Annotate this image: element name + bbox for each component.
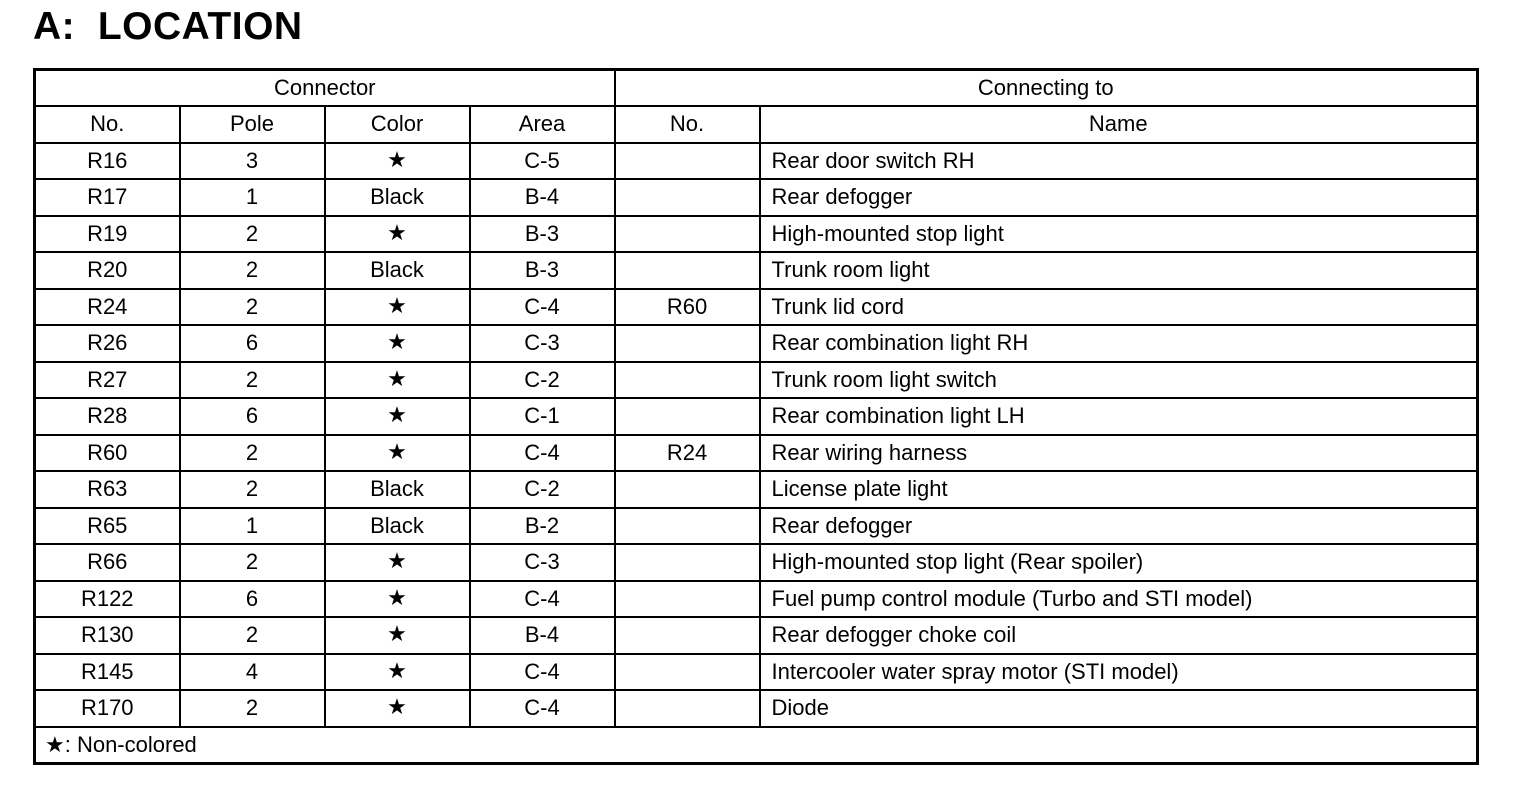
cell-area: C-2 xyxy=(470,471,615,508)
table-row xyxy=(35,252,1478,289)
table-row xyxy=(35,544,1478,581)
cell-no: R122 xyxy=(35,581,180,618)
table-row xyxy=(35,435,1478,472)
cell-name: Trunk lid cord xyxy=(760,289,1478,326)
cell-pole: 1 xyxy=(180,508,325,545)
column-header-no: No. xyxy=(35,106,180,143)
cell-pole: 2 xyxy=(180,435,325,472)
cell-no: R16 xyxy=(35,143,180,180)
cell-area: C-3 xyxy=(470,325,615,362)
cell-color: ★ xyxy=(325,435,470,472)
cell-name: Fuel pump control module (Turbo and STI model) xyxy=(760,581,1478,618)
cell-area: C-5 xyxy=(470,143,615,180)
cell-no: R28 xyxy=(35,398,180,435)
group-header-connecting-to: Connecting to xyxy=(615,70,1478,107)
cell-color: Black xyxy=(325,471,470,508)
table-row xyxy=(35,289,1478,326)
cell-pole: 6 xyxy=(180,581,325,618)
cell-no: R60 xyxy=(35,435,180,472)
cell-to-no: R60 xyxy=(615,289,760,326)
cell-to-no xyxy=(615,690,760,727)
cell-pole: 3 xyxy=(180,143,325,180)
cell-color: Black xyxy=(325,508,470,545)
cell-area: C-3 xyxy=(470,544,615,581)
cell-area: C-4 xyxy=(470,289,615,326)
cell-to-no xyxy=(615,471,760,508)
cell-name: License plate light xyxy=(760,471,1478,508)
cell-pole: 2 xyxy=(180,690,325,727)
table-row xyxy=(35,362,1478,399)
cell-pole: 6 xyxy=(180,325,325,362)
table-row xyxy=(35,471,1478,508)
column-header-to-no: No. xyxy=(615,106,760,143)
cell-to-no xyxy=(615,362,760,399)
cell-color: ★ xyxy=(325,143,470,180)
cell-name: Trunk room light xyxy=(760,252,1478,289)
cell-to-no xyxy=(615,654,760,691)
column-header-pole: Pole xyxy=(180,106,325,143)
cell-to-no: R24 xyxy=(615,435,760,472)
cell-area: B-4 xyxy=(470,617,615,654)
cell-pole: 2 xyxy=(180,471,325,508)
cell-color: ★ xyxy=(325,654,470,691)
cell-to-no xyxy=(615,325,760,362)
table-row xyxy=(35,508,1478,545)
cell-area: C-4 xyxy=(470,435,615,472)
cell-no: R66 xyxy=(35,544,180,581)
cell-name: Diode xyxy=(760,690,1478,727)
cell-pole: 2 xyxy=(180,216,325,253)
cell-pole: 2 xyxy=(180,289,325,326)
cell-area: B-4 xyxy=(470,179,615,216)
cell-pole: 2 xyxy=(180,252,325,289)
cell-to-no xyxy=(615,617,760,654)
cell-pole: 4 xyxy=(180,654,325,691)
cell-pole: 2 xyxy=(180,544,325,581)
cell-pole: 2 xyxy=(180,362,325,399)
cell-color: ★ xyxy=(325,617,470,654)
column-header-area: Area xyxy=(470,106,615,143)
cell-name: Rear door switch RH xyxy=(760,143,1478,180)
cell-to-no xyxy=(615,179,760,216)
table-row xyxy=(35,325,1478,362)
footnote: ★: Non-colored xyxy=(35,727,1478,764)
cell-no: R24 xyxy=(35,289,180,326)
cell-pole: 6 xyxy=(180,398,325,435)
cell-area: B-3 xyxy=(470,216,615,253)
cell-no: R27 xyxy=(35,362,180,399)
cell-color: ★ xyxy=(325,216,470,253)
group-header-row xyxy=(35,70,1478,107)
cell-to-no xyxy=(615,216,760,253)
cell-no: R19 xyxy=(35,216,180,253)
cell-name: Rear combination light LH xyxy=(760,398,1478,435)
cell-name: Rear defogger xyxy=(760,508,1478,545)
cell-no: R65 xyxy=(35,508,180,545)
cell-no: R170 xyxy=(35,690,180,727)
cell-no: R145 xyxy=(35,654,180,691)
cell-area: C-4 xyxy=(470,654,615,691)
cell-no: R20 xyxy=(35,252,180,289)
cell-color: ★ xyxy=(325,325,470,362)
cell-color: ★ xyxy=(325,581,470,618)
table-row xyxy=(35,398,1478,435)
cell-color: Black xyxy=(325,179,470,216)
table-row xyxy=(35,690,1478,727)
cell-color: ★ xyxy=(325,362,470,399)
cell-to-no xyxy=(615,252,760,289)
cell-pole: 2 xyxy=(180,617,325,654)
cell-name: Rear combination light RH xyxy=(760,325,1478,362)
table-row xyxy=(35,617,1478,654)
table-row xyxy=(35,581,1478,618)
group-header-connector: Connector xyxy=(35,70,615,107)
cell-color: ★ xyxy=(325,544,470,581)
connector-location-table xyxy=(33,68,1479,765)
table-row xyxy=(35,216,1478,253)
cell-to-no xyxy=(615,508,760,545)
table-row xyxy=(35,654,1478,691)
column-header-name: Name xyxy=(760,106,1478,143)
cell-color: ★ xyxy=(325,398,470,435)
cell-area: B-3 xyxy=(470,252,615,289)
cell-no: R130 xyxy=(35,617,180,654)
cell-to-no xyxy=(615,581,760,618)
cell-area: B-2 xyxy=(470,508,615,545)
column-header-row xyxy=(35,106,1478,143)
footnote-row xyxy=(35,727,1478,764)
table-row xyxy=(35,143,1478,180)
cell-to-no xyxy=(615,398,760,435)
cell-name: Rear wiring harness xyxy=(760,435,1478,472)
cell-name: Trunk room light switch xyxy=(760,362,1478,399)
cell-area: C-2 xyxy=(470,362,615,399)
cell-name: High-mounted stop light xyxy=(760,216,1478,253)
column-header-color: Color xyxy=(325,106,470,143)
cell-name: Rear defogger choke coil xyxy=(760,617,1478,654)
cell-pole: 1 xyxy=(180,179,325,216)
cell-area: C-1 xyxy=(470,398,615,435)
cell-color: ★ xyxy=(325,289,470,326)
cell-to-no xyxy=(615,544,760,581)
cell-no: R63 xyxy=(35,471,180,508)
table-row xyxy=(35,179,1478,216)
cell-to-no xyxy=(615,143,760,180)
cell-color: ★ xyxy=(325,690,470,727)
cell-name: High-mounted stop light (Rear spoiler) xyxy=(760,544,1478,581)
cell-no: R26 xyxy=(35,325,180,362)
page-title: A: LOCATION xyxy=(33,5,303,48)
cell-area: C-4 xyxy=(470,690,615,727)
cell-area: C-4 xyxy=(470,581,615,618)
cell-color: Black xyxy=(325,252,470,289)
cell-no: R17 xyxy=(35,179,180,216)
cell-name: Rear defogger xyxy=(760,179,1478,216)
cell-name: Intercooler water spray motor (STI model) xyxy=(760,654,1478,691)
